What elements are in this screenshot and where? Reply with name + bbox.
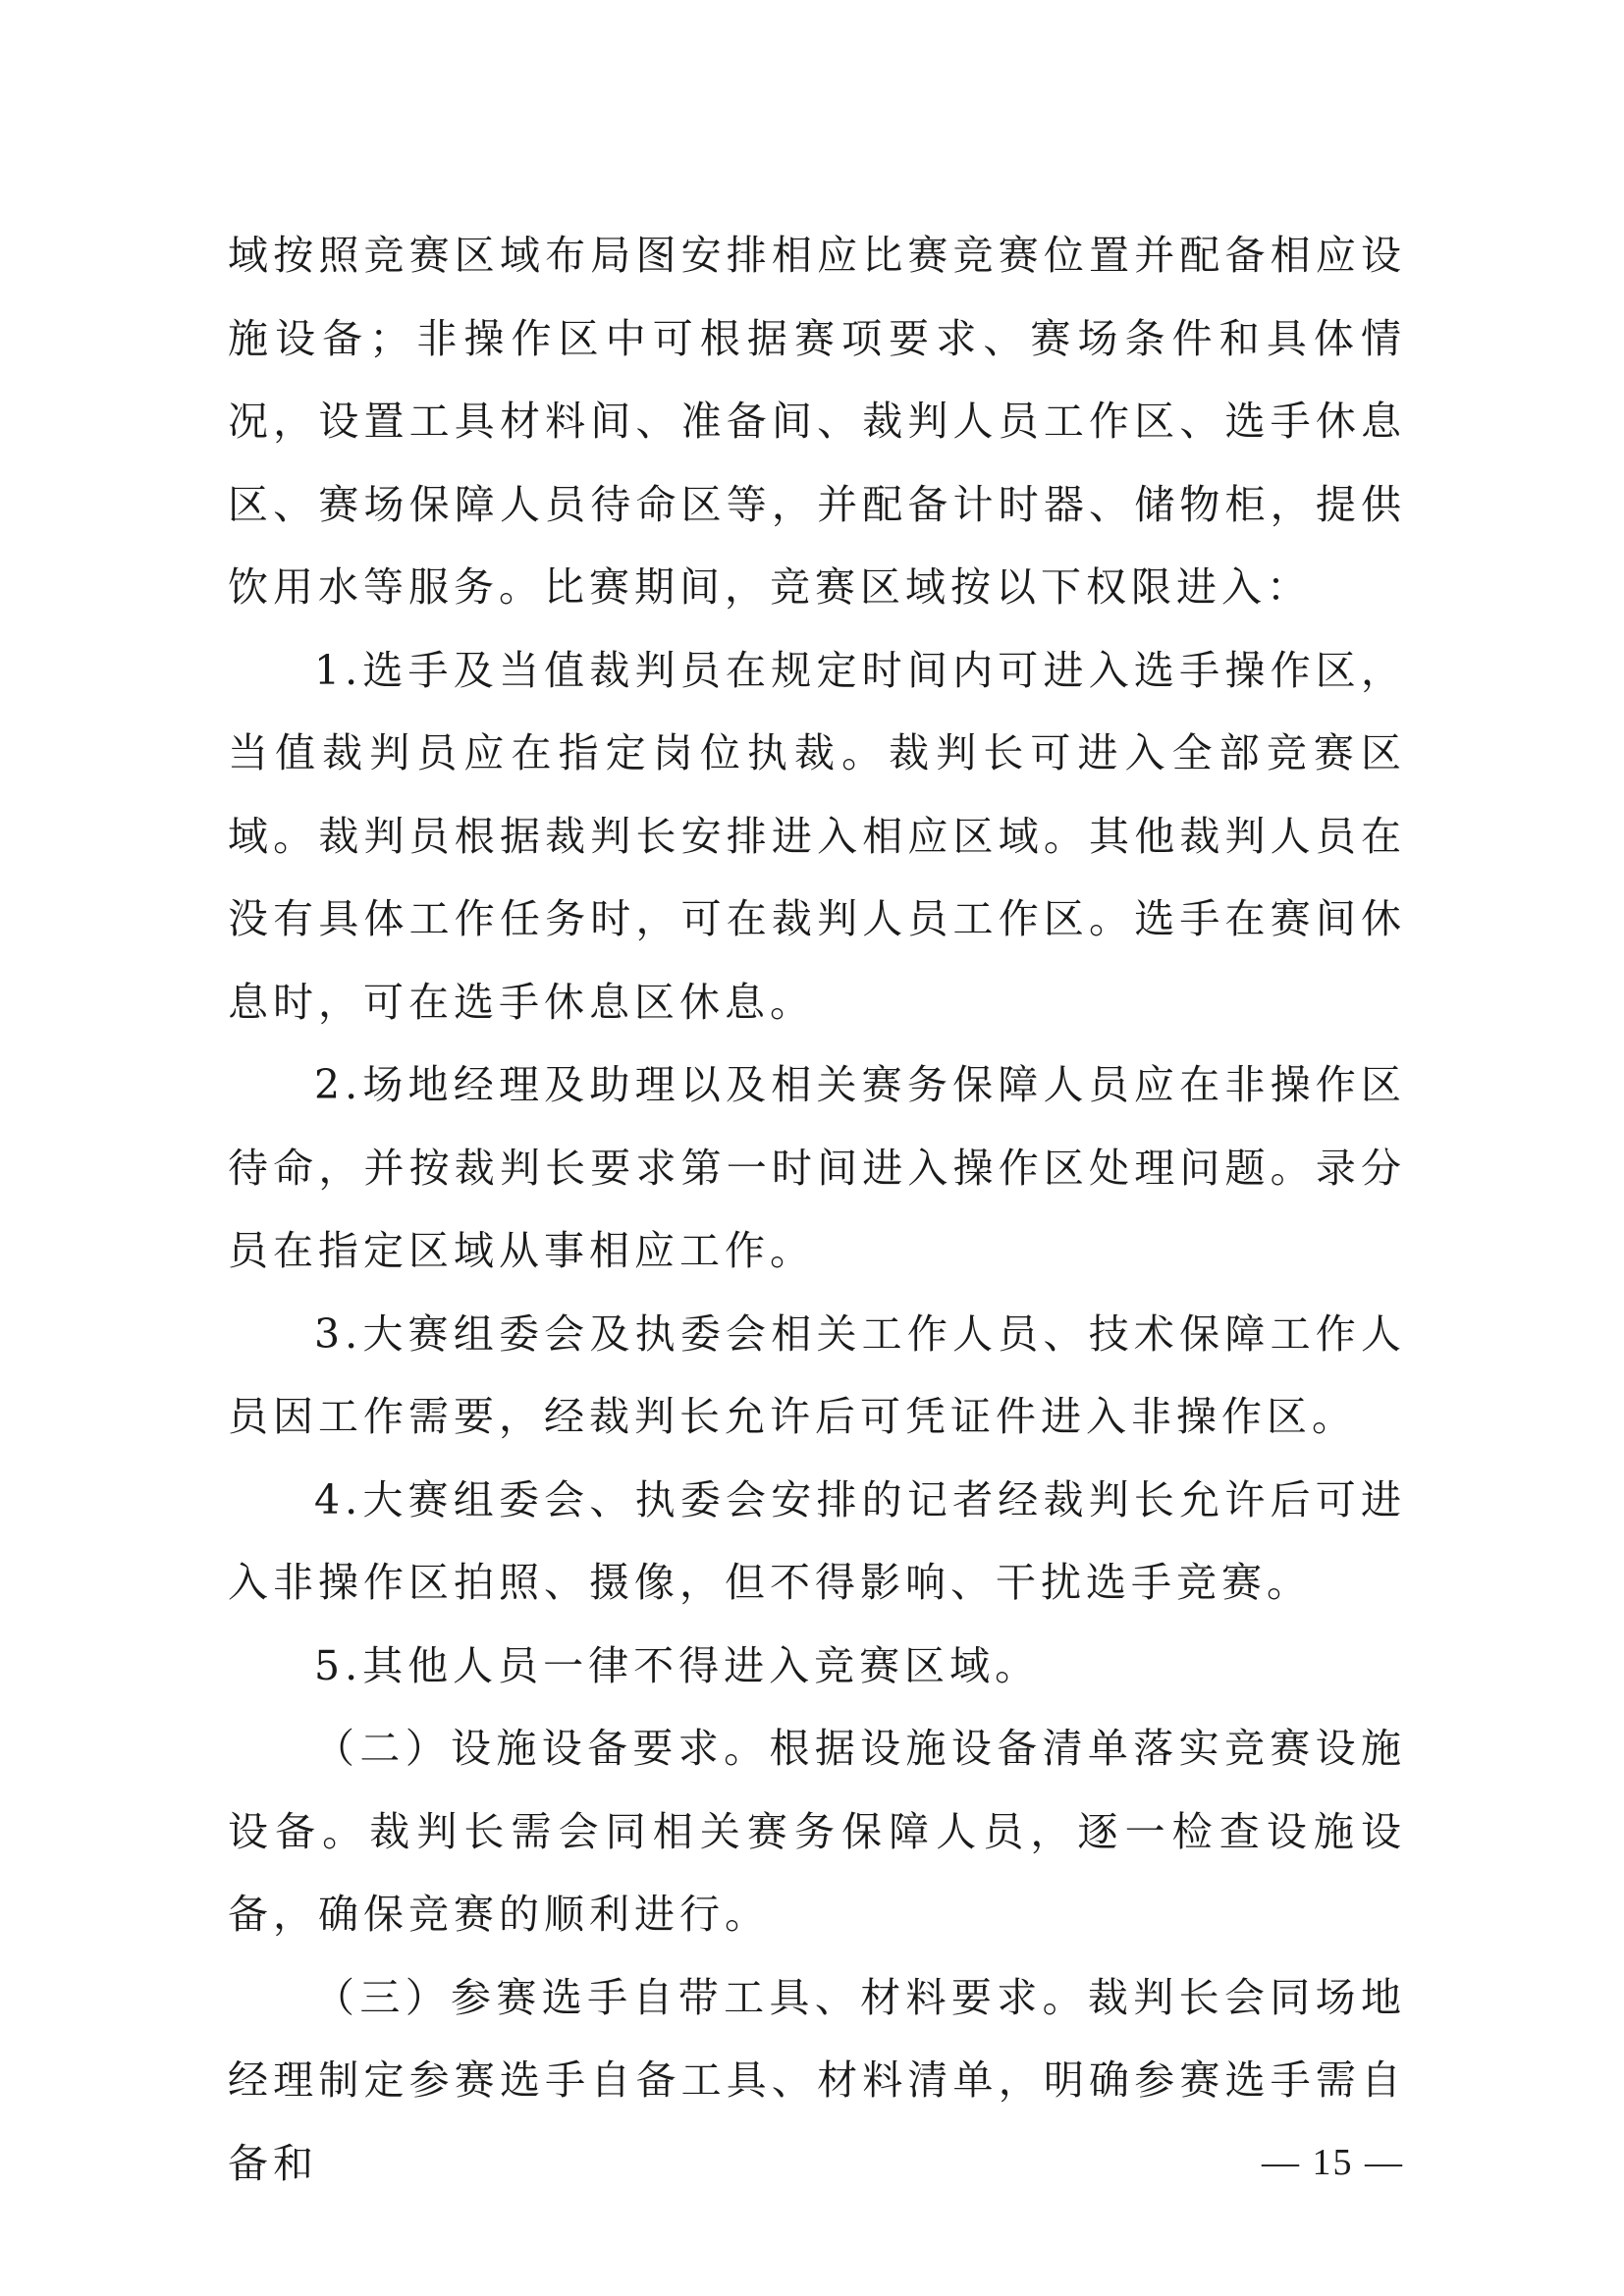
paragraph-section-3: （三）参赛选手自带工具、材料要求。裁判长会同场地经理制定参赛选手自备工具、材料清单，明确参赛选手需自备和 (228, 1973, 1406, 2187)
body-text (228, 214, 1406, 2205)
paragraph-item-2: 2.场地经理及助理以及相关赛务保障人员应在非操作区待命，并按裁判长要求第一时间进入操作区处理问题。录分员在指定区域从事相应工作。 (228, 1061, 1406, 1274)
paragraph-section-2: （二）设施设备要求。根据设施设备清单落实竞赛设施设备。裁判长需会同相关赛务保障人员，逐一检查设施设备，确保竞赛的顺利进行。 (228, 1725, 1406, 1938)
paragraph-item-3: 3.大赛组委会及执委会相关工作人员、技术保障工作人员因工作需要，经裁判长允许后可凭证件进入非操作区。 (228, 1309, 1406, 1440)
paragraph-continuation: 域按照竞赛区域布局图安排相应比赛竞赛位置并配备相应设施设备；非操作区中可根据赛项要求、赛场条件和具体情况，设置工具材料间、准备间、裁判人员工作区、选手休息区、赛场保障人员待命区等，并配备计时器、储物柜，提供饮用水等服务。比赛期间，竞赛区域按以下权限进入： (228, 232, 1406, 611)
paragraph-item-1: 1.选手及当值裁判员在规定时间内可进入选手操作区，当值裁判员应在指定岗位执裁。裁判长可进入全部竞赛区域。裁判员根据裁判长安排进入相应区域。其他裁判人员在没有具体工作任务时，可在裁判人员工作区。选手在赛间休息时，可在选手休息区休息。 (228, 646, 1406, 1026)
paragraph-item-5: 5.其他人员一律不得进入竞赛区域。 (314, 1641, 1041, 1689)
paragraph-item-4: 4.大赛组委会、执委会安排的记者经裁判长允许后可进入非操作区拍照、摄像，但不得影响、干扰选手竞赛。 (228, 1475, 1406, 1606)
page-number: — 15 — (1262, 2142, 1404, 2183)
